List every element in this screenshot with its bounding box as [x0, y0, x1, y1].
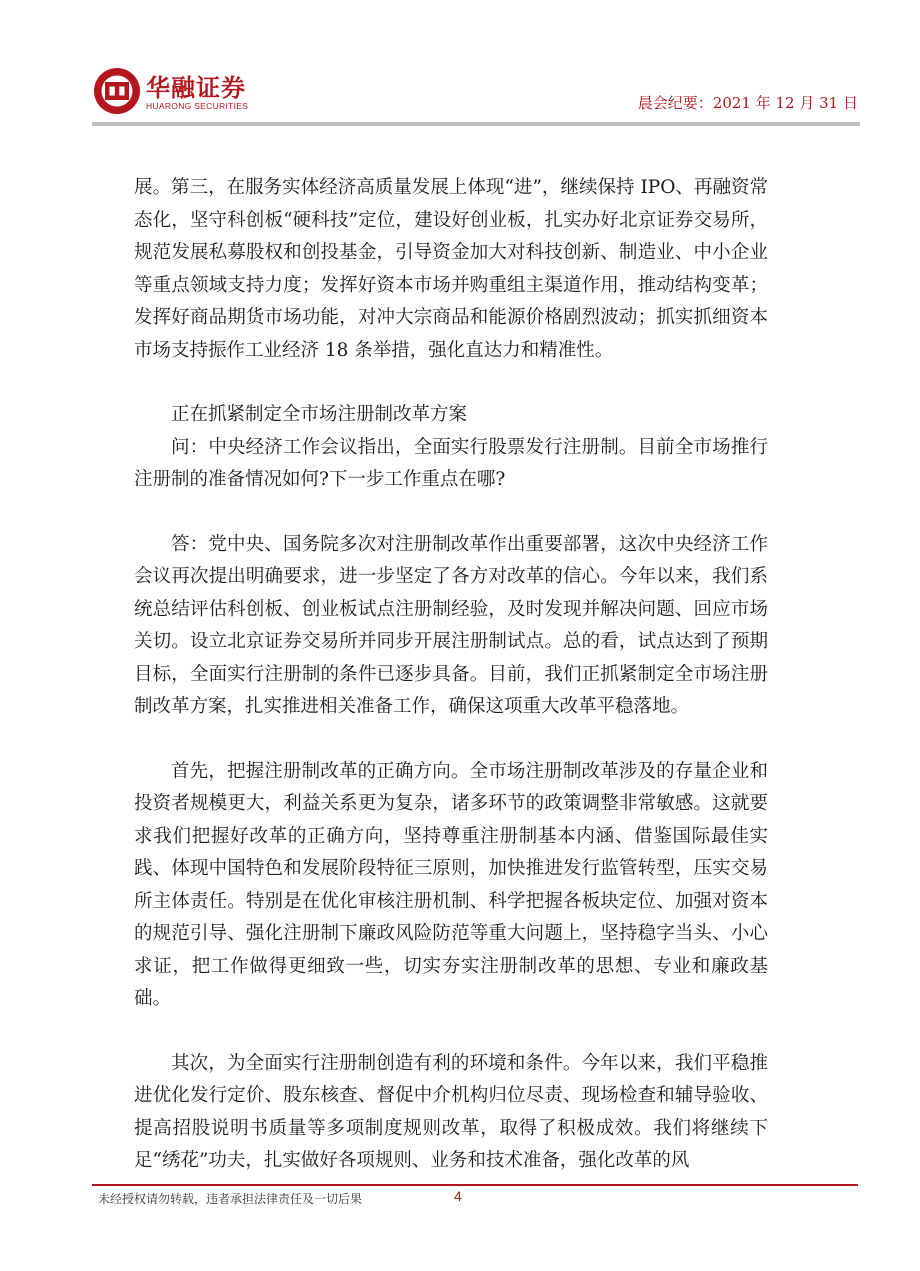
second-point-paragraph: 其次，为全面实行注册制创造有利的环境和条件。今年以来，我们平稳推进优化发行定价、股东核查、督促中介机构归位尽责、现场检查和辅导验收、提高招股说明书质量等多项制度规则改革，取得了积极成效。我们将继续下足“绣花”功夫，扎实做好各项规则、业务和技术准备，强化改革的风: [134, 1052, 768, 1171]
paragraph-continued: 展。第三，在服务实体经济高质量发展上体现“进”，继续保持 IPO、再融资常态化，坚守科创板“硬科技”定位，建设好创业板，扎实办好北京证券交易所，规范发展私募股权和创投基金，引导资金加大对科技创新、制造业、中小企业等重点领域支持力度；发挥好资本市场并购重组主渠道作用，推动结构变革；发挥好商品期货市场功能，对冲大宗商品和能源价格剧烈波动；抓实抓细资本市场支持振作工业经济 18 条举措，强化直达力和精准性。: [134, 177, 768, 361]
section-heading: 正在抓紧制定全市场注册制改革方案: [171, 404, 468, 425]
brand-name-en: HUARONG SECURITIES: [146, 101, 249, 111]
question-paragraph: 问：中央经济工作会议指出，全面实行股票发行注册制。目前全市场推行注册制的准备情况如何?下一步工作重点在哪?: [134, 436, 768, 490]
huarong-logo-icon: [92, 66, 142, 116]
first-point-paragraph: 首先，把握注册制改革的正确方向。全市场注册制改革涉及的存量企业和投资者规模更大，利益关系更为复杂，诸多环节的政策调整非常敏感。这就要求我们把握好改革的正确方向，坚持尊重注册制基本内涵、借鉴国际最佳实践、体现中国特色和发展阶段特征三原则，加快推进发行监管转型，压实交易所主体责任。特别是在优化审核注册机制、科学把握各板块定位、加强对资本的规范引导、强化注册制下廉政风险防范等重大问题上，坚持稳字当头、小心求证，把工作做得更细致一些，切实夯实注册制改革的思想、专业和廉政基础。: [134, 760, 768, 1009]
answer-paragraph: 答：党中央、国务院多次对注册制改革作出重要部署，这次中央经济工作会议再次提出明确要求，进一步坚定了各方对改革的信心。今年以来，我们系统总结评估科创板、创业板试点注册制经验，及时发现并解决问题、回应市场关切。设立北京证券交易所并同步开展注册制试点。总的看，试点达到了预期目标，全面实行注册制的条件已逐步具备。目前，我们正抓紧制定全市场注册制改革方案，扎实推进相关准备工作，确保这项重大改革平稳落地。: [134, 533, 768, 717]
header-divider: [92, 122, 860, 126]
brand-name-cn: 华融证券: [146, 74, 246, 102]
page-number: 4: [454, 1188, 462, 1204]
footer-disclaimer: 未经授权请勿转载，违者承担法律责任及一切后果: [98, 1192, 363, 1206]
article-body: [134, 172, 768, 1178]
report-date: 晨会纪要：2021 年 12 月 31 日: [637, 94, 858, 112]
footer-divider: [92, 1184, 858, 1186]
